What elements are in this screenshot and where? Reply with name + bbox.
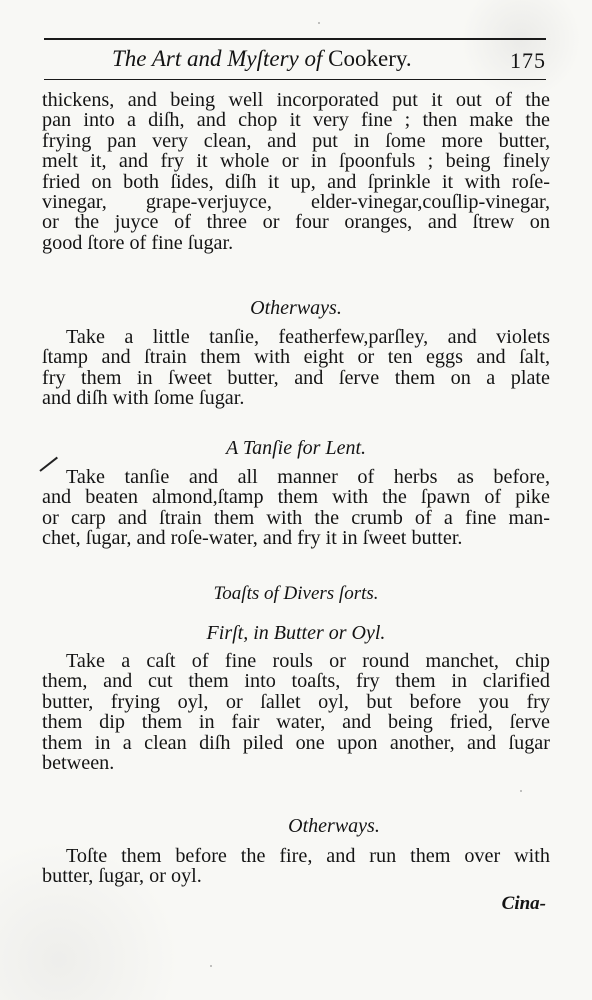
text-line: them, and cut them into toaſts, fry them in clarified: [42, 670, 550, 693]
paragraph-5: [42, 846, 550, 887]
text-line: good ſtore of fine ſugar.: [42, 231, 234, 254]
text-line: butter, frying oyl, or ſallet oyl, but before you fry: [42, 690, 550, 713]
running-title-italic: The Art and Myſtery of: [112, 46, 329, 71]
catchword: Cina-: [501, 893, 546, 914]
paragraph-1: [42, 90, 550, 253]
text-line: chet, ſugar, and roſe-water, and fry it in ſweet butter.: [42, 527, 463, 550]
heading-toasts: Toaſts of Divers ſorts.: [213, 583, 379, 604]
running-title: [112, 46, 412, 72]
head-rule: [44, 79, 546, 80]
text-line: and diſh with ſome ſugar.: [42, 387, 245, 410]
paper-speck: [470, 340, 472, 342]
text-line: and beaten almond,ſtamp them with the ſpawn of pike: [42, 486, 550, 509]
heading-otherways-1: Otherways.: [250, 297, 342, 319]
text-line: between.: [42, 752, 115, 775]
top-rule: [44, 38, 546, 40]
text-line: thickens, and being well incorporated put it out of the: [42, 89, 550, 111]
text-line: vinegar, grape-verjuyce, elder-vinegar,couſlip-vinegar,: [42, 191, 550, 214]
running-title-roman: Cookery.: [328, 46, 412, 71]
text-line: Toſte them before the fire, and run them over with: [66, 845, 550, 867]
paragraph-2: [42, 327, 550, 409]
text-line: butter, ſugar, or oyl.: [42, 865, 202, 888]
text-line: fry them in ſweet butter, and ſerve them on a plate: [42, 366, 550, 389]
page-number: 175: [510, 48, 546, 73]
text-line: Take tanſie and all manner of herbs as before,: [66, 466, 550, 488]
text-line: melt it, and fry it whole or in ſpoonfuls ; being finely: [42, 150, 550, 173]
text-line: pan into a diſh, and chop it very fine ; then make the: [42, 109, 550, 132]
paper-speck: [318, 22, 320, 24]
text-line: or carp and ſtrain them with the crumb of a fine man-: [42, 506, 550, 529]
text-line: or the juyce of three or four oranges, and ſtrew on: [42, 211, 550, 234]
text-line: them dip them in fair water, and being fried, ſerve: [42, 711, 550, 734]
paper-speck: [210, 965, 212, 967]
paragraph-4: [42, 651, 550, 773]
heading-otherways-2: Otherways.: [288, 815, 380, 837]
running-head: [44, 46, 546, 76]
heading-first-in-butter: Firſt, in Butter or Oyl.: [206, 622, 386, 644]
text-line: Take a caſt of fine rouls or round manchet, chip: [66, 650, 550, 672]
text-line: fried on both ſides, diſh it up, and ſprinkle it with roſe-: [42, 170, 550, 193]
text-line: ſtamp and ſtrain them with eight or ten eggs and ſalt,: [42, 346, 550, 369]
text-line: them in a clean diſh piled one upon another, and ſugar: [42, 731, 550, 754]
paragraph-3: [42, 467, 550, 549]
text-line: frying pan very clean, and put in ſome more butter,: [42, 129, 550, 152]
heading-tansie-for-lent: A Tanſie for Lent.: [225, 437, 367, 459]
paper-speck: [520, 790, 522, 792]
text-line: Take a little tanſie, featherfew,parſley, and violets: [66, 326, 550, 348]
